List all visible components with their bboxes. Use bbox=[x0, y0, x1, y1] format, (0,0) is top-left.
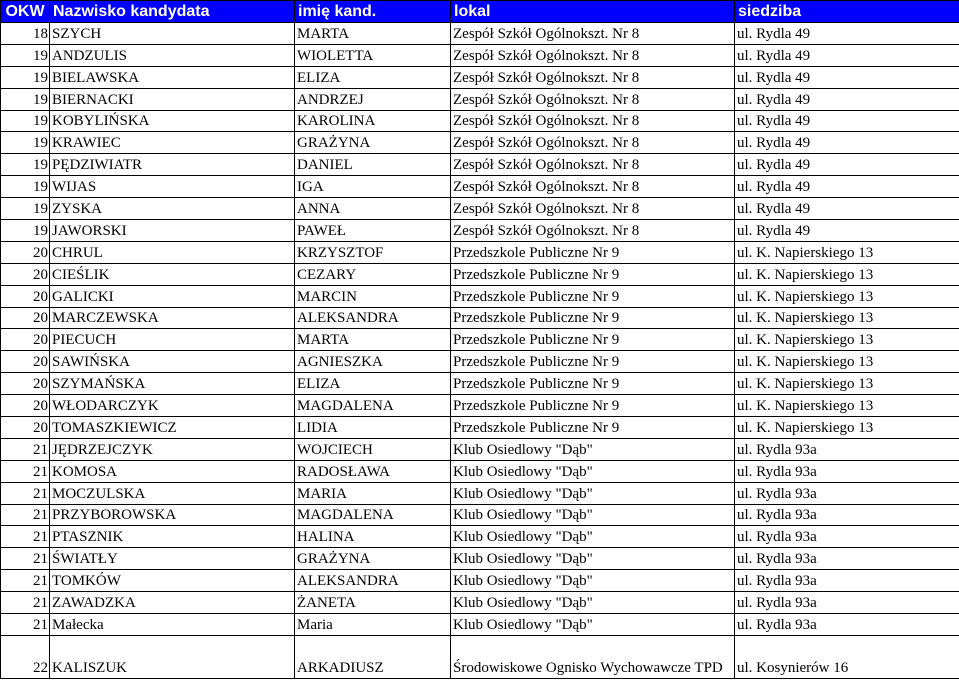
table-row bbox=[1, 482, 959, 504]
table-row bbox=[1, 263, 959, 285]
table-row bbox=[1, 460, 959, 482]
cell-imie: ELIZA bbox=[295, 66, 451, 88]
cell-lokal: Przedszkole Publiczne Nr 9 bbox=[451, 373, 735, 395]
cell-nazwisko: ŚWIATŁY bbox=[50, 548, 295, 570]
cell-siedziba: ul. K. Napierskiego 13 bbox=[735, 263, 959, 285]
cell-lokal: Przedszkole Publiczne Nr 9 bbox=[451, 307, 735, 329]
cell-lokal: Przedszkole Publiczne Nr 9 bbox=[451, 285, 735, 307]
table-row bbox=[1, 132, 959, 154]
cell-okw: 21 bbox=[1, 438, 50, 460]
cell-siedziba: ul. Rydla 49 bbox=[735, 176, 959, 198]
cell-imie: ELIZA bbox=[295, 373, 451, 395]
cell-imie: LIDIA bbox=[295, 417, 451, 439]
cell-siedziba: ul. Rydla 49 bbox=[735, 132, 959, 154]
cell-imie: ŻANETA bbox=[295, 592, 451, 614]
cell-lokal: Zespół Szkół Ogólnokszt. Nr 8 bbox=[451, 110, 735, 132]
table-row bbox=[1, 154, 959, 176]
cell-siedziba: ul. Rydla 49 bbox=[735, 44, 959, 66]
table-row bbox=[1, 66, 959, 88]
cell-lokal: Klub Osiedlowy "Dąb" bbox=[451, 438, 735, 460]
table-row bbox=[1, 592, 959, 614]
cell-okw: 21 bbox=[1, 482, 50, 504]
cell-imie: RADOSŁAWA bbox=[295, 460, 451, 482]
cell-lokal: Zespół Szkół Ogólnokszt. Nr 8 bbox=[451, 132, 735, 154]
cell-siedziba: ul. Rydla 93a bbox=[735, 504, 959, 526]
cell-lokal: Zespół Szkół Ogólnokszt. Nr 8 bbox=[451, 44, 735, 66]
cell-siedziba: ul. Rydla 93a bbox=[735, 614, 959, 636]
cell-nazwisko: TOMASZKIEWICZ bbox=[50, 417, 295, 439]
cell-nazwisko: ZAWADZKA bbox=[50, 592, 295, 614]
cell-lokal: Przedszkole Publiczne Nr 9 bbox=[451, 263, 735, 285]
cell-okw: 20 bbox=[1, 373, 50, 395]
cell-imie: GRAŻYNA bbox=[295, 132, 451, 154]
cell-lokal: Zespół Szkół Ogólnokszt. Nr 8 bbox=[451, 198, 735, 220]
cell-imie: DANIEL bbox=[295, 154, 451, 176]
cell-okw: 21 bbox=[1, 526, 50, 548]
cell-imie: AGNIESZKA bbox=[295, 351, 451, 373]
cell-lokal: Klub Osiedlowy "Dąb" bbox=[451, 614, 735, 636]
cell-lokal: Zespół Szkół Ogólnokszt. Nr 8 bbox=[451, 176, 735, 198]
cell-nazwisko: JAWORSKI bbox=[50, 220, 295, 242]
cell-siedziba: ul. K. Napierskiego 13 bbox=[735, 285, 959, 307]
cell-imie: MARCIN bbox=[295, 285, 451, 307]
cell-okw: 20 bbox=[1, 307, 50, 329]
cell-nazwisko: JĘDRZEJCZYK bbox=[50, 438, 295, 460]
cell-nazwisko: SZYMAŃSKA bbox=[50, 373, 295, 395]
cell-okw: 20 bbox=[1, 263, 50, 285]
cell-lokal: Zespół Szkół Ogólnokszt. Nr 8 bbox=[451, 88, 735, 110]
cell-imie: KRZYSZTOF bbox=[295, 241, 451, 263]
cell-nazwisko: KALISZUK bbox=[50, 635, 295, 678]
cell-nazwisko: MARCZEWSKA bbox=[50, 307, 295, 329]
cell-siedziba: ul. Rydla 93a bbox=[735, 526, 959, 548]
cell-siedziba: ul. K. Napierskiego 13 bbox=[735, 395, 959, 417]
cell-lokal: Przedszkole Publiczne Nr 9 bbox=[451, 241, 735, 263]
cell-siedziba: ul. Rydla 93a bbox=[735, 592, 959, 614]
cell-okw: 19 bbox=[1, 66, 50, 88]
cell-okw: 21 bbox=[1, 548, 50, 570]
cell-nazwisko: PRZYBOROWSKA bbox=[50, 504, 295, 526]
table-row bbox=[1, 307, 959, 329]
cell-imie: WOJCIECH bbox=[295, 438, 451, 460]
cell-siedziba: ul. K. Napierskiego 13 bbox=[735, 417, 959, 439]
cell-siedziba: ul. K. Napierskiego 13 bbox=[735, 329, 959, 351]
cell-imie: MAGDALENA bbox=[295, 395, 451, 417]
cell-imie: KAROLINA bbox=[295, 110, 451, 132]
table-row bbox=[1, 23, 959, 45]
cell-siedziba: ul. K. Napierskiego 13 bbox=[735, 307, 959, 329]
cell-nazwisko: SZYCH bbox=[50, 23, 295, 45]
cell-okw: 19 bbox=[1, 44, 50, 66]
table-row bbox=[1, 110, 959, 132]
cell-okw: 21 bbox=[1, 592, 50, 614]
cell-okw: 20 bbox=[1, 241, 50, 263]
cell-lokal: Klub Osiedlowy "Dąb" bbox=[451, 482, 735, 504]
cell-nazwisko: BIELAWSKA bbox=[50, 66, 295, 88]
cell-imie: GRAŻYNA bbox=[295, 548, 451, 570]
cell-nazwisko: KOBYLIŃSKA bbox=[50, 110, 295, 132]
table-header-row bbox=[1, 1, 959, 23]
cell-imie: ANDRZEJ bbox=[295, 88, 451, 110]
cell-imie: PAWEŁ bbox=[295, 220, 451, 242]
cell-nazwisko: WŁODARCZYK bbox=[50, 395, 295, 417]
table-row bbox=[1, 570, 959, 592]
cell-siedziba: ul. Rydla 49 bbox=[735, 88, 959, 110]
cell-okw: 19 bbox=[1, 132, 50, 154]
table-row bbox=[1, 198, 959, 220]
cell-imie: MARTA bbox=[295, 23, 451, 45]
cell-nazwisko: KRAWIEC bbox=[50, 132, 295, 154]
cell-lokal: Klub Osiedlowy "Dąb" bbox=[451, 460, 735, 482]
cell-imie: WIOLETTA bbox=[295, 44, 451, 66]
table-row bbox=[1, 635, 959, 678]
cell-nazwisko: CIEŚLIK bbox=[50, 263, 295, 285]
cell-okw: 20 bbox=[1, 285, 50, 307]
cell-okw: 19 bbox=[1, 220, 50, 242]
cell-okw: 18 bbox=[1, 23, 50, 45]
cell-nazwisko: WIJAS bbox=[50, 176, 295, 198]
cell-nazwisko: CHRUL bbox=[50, 241, 295, 263]
table-row bbox=[1, 504, 959, 526]
table-row bbox=[1, 614, 959, 636]
header-nazwisko: Nazwisko kandydata bbox=[50, 1, 295, 23]
cell-imie: Maria bbox=[295, 614, 451, 636]
cell-imie: ARKADIUSZ bbox=[295, 635, 451, 678]
cell-imie: MARIA bbox=[295, 482, 451, 504]
cell-imie: MAGDALENA bbox=[295, 504, 451, 526]
cell-okw: 20 bbox=[1, 417, 50, 439]
table-row bbox=[1, 351, 959, 373]
cell-nazwisko: TOMKÓW bbox=[50, 570, 295, 592]
cell-nazwisko: Małecka bbox=[50, 614, 295, 636]
table-row bbox=[1, 329, 959, 351]
cell-nazwisko: KOMOSA bbox=[50, 460, 295, 482]
table-row bbox=[1, 395, 959, 417]
cell-nazwisko: GALICKI bbox=[50, 285, 295, 307]
cell-imie: IGA bbox=[295, 176, 451, 198]
table-row bbox=[1, 285, 959, 307]
cell-lokal: Klub Osiedlowy "Dąb" bbox=[451, 526, 735, 548]
cell-lokal: Klub Osiedlowy "Dąb" bbox=[451, 504, 735, 526]
cell-siedziba: ul. Rydla 49 bbox=[735, 66, 959, 88]
cell-siedziba: ul. Rydla 93a bbox=[735, 482, 959, 504]
cell-nazwisko: ANDZULIS bbox=[50, 44, 295, 66]
cell-siedziba: ul. K. Napierskiego 13 bbox=[735, 241, 959, 263]
table-row bbox=[1, 373, 959, 395]
cell-siedziba: ul. Rydla 93a bbox=[735, 548, 959, 570]
cell-lokal: Zespół Szkół Ogólnokszt. Nr 8 bbox=[451, 23, 735, 45]
cell-okw: 20 bbox=[1, 329, 50, 351]
cell-imie: ANNA bbox=[295, 198, 451, 220]
cell-okw: 21 bbox=[1, 460, 50, 482]
cell-okw: 19 bbox=[1, 198, 50, 220]
cell-lokal: Przedszkole Publiczne Nr 9 bbox=[451, 329, 735, 351]
table-row bbox=[1, 438, 959, 460]
cell-okw: 20 bbox=[1, 351, 50, 373]
table-body bbox=[1, 23, 959, 679]
cell-siedziba: ul. Rydla 93a bbox=[735, 570, 959, 592]
table-row bbox=[1, 548, 959, 570]
cell-imie: HALINA bbox=[295, 526, 451, 548]
cell-okw: 19 bbox=[1, 176, 50, 198]
cell-imie: CEZARY bbox=[295, 263, 451, 285]
cell-siedziba: ul. Rydla 49 bbox=[735, 23, 959, 45]
cell-lokal: Przedszkole Publiczne Nr 9 bbox=[451, 417, 735, 439]
table-row bbox=[1, 417, 959, 439]
cell-lokal: Zespół Szkół Ogólnokszt. Nr 8 bbox=[451, 66, 735, 88]
cell-imie: ALEKSANDRA bbox=[295, 307, 451, 329]
cell-siedziba: ul. Kosynierów 16 bbox=[735, 635, 959, 678]
cell-okw: 19 bbox=[1, 88, 50, 110]
cell-siedziba: ul. Rydla 49 bbox=[735, 154, 959, 176]
header-okw: OKW bbox=[1, 1, 50, 23]
cell-nazwisko: PĘDZIWIATR bbox=[50, 154, 295, 176]
cell-lokal: Zespół Szkół Ogólnokszt. Nr 8 bbox=[451, 220, 735, 242]
cell-siedziba: ul. Rydla 49 bbox=[735, 198, 959, 220]
table-row bbox=[1, 526, 959, 548]
cell-nazwisko: PIECUCH bbox=[50, 329, 295, 351]
cell-lokal: Klub Osiedlowy "Dąb" bbox=[451, 570, 735, 592]
cell-lokal: Klub Osiedlowy "Dąb" bbox=[451, 548, 735, 570]
cell-okw: 20 bbox=[1, 395, 50, 417]
cell-okw: 21 bbox=[1, 614, 50, 636]
cell-siedziba: ul. Rydla 93a bbox=[735, 438, 959, 460]
cell-siedziba: ul. K. Napierskiego 13 bbox=[735, 351, 959, 373]
cell-nazwisko: BIERNACKI bbox=[50, 88, 295, 110]
cell-lokal: Zespół Szkół Ogólnokszt. Nr 8 bbox=[451, 154, 735, 176]
header-imie: imię kand. bbox=[295, 1, 451, 23]
cell-okw: 21 bbox=[1, 570, 50, 592]
cell-lokal: Przedszkole Publiczne Nr 9 bbox=[451, 351, 735, 373]
cell-imie: MARTA bbox=[295, 329, 451, 351]
cell-siedziba: ul. Rydla 93a bbox=[735, 460, 959, 482]
cell-lokal: Klub Osiedlowy "Dąb" bbox=[451, 592, 735, 614]
cell-nazwisko: SAWIŃSKA bbox=[50, 351, 295, 373]
cell-nazwisko: MOCZULSKA bbox=[50, 482, 295, 504]
cell-siedziba: ul. K. Napierskiego 13 bbox=[735, 373, 959, 395]
cell-okw: 22 bbox=[1, 635, 50, 678]
cell-siedziba: ul. Rydla 49 bbox=[735, 110, 959, 132]
cell-lokal: Przedszkole Publiczne Nr 9 bbox=[451, 395, 735, 417]
cell-okw: 21 bbox=[1, 504, 50, 526]
header-siedziba: siedziba bbox=[735, 1, 959, 23]
cell-siedziba: ul. Rydla 49 bbox=[735, 220, 959, 242]
table-row bbox=[1, 88, 959, 110]
table-row bbox=[1, 220, 959, 242]
table-row bbox=[1, 44, 959, 66]
cell-imie: ALEKSANDRA bbox=[295, 570, 451, 592]
cell-okw: 19 bbox=[1, 154, 50, 176]
table-row bbox=[1, 241, 959, 263]
cell-nazwisko: PTASZNIK bbox=[50, 526, 295, 548]
cell-nazwisko: ZYSKA bbox=[50, 198, 295, 220]
header-lokal: lokal bbox=[451, 1, 735, 23]
cell-lokal: Środowiskowe Ognisko Wychowawcze TPD bbox=[451, 635, 735, 678]
cell-okw: 19 bbox=[1, 110, 50, 132]
table-row bbox=[1, 176, 959, 198]
